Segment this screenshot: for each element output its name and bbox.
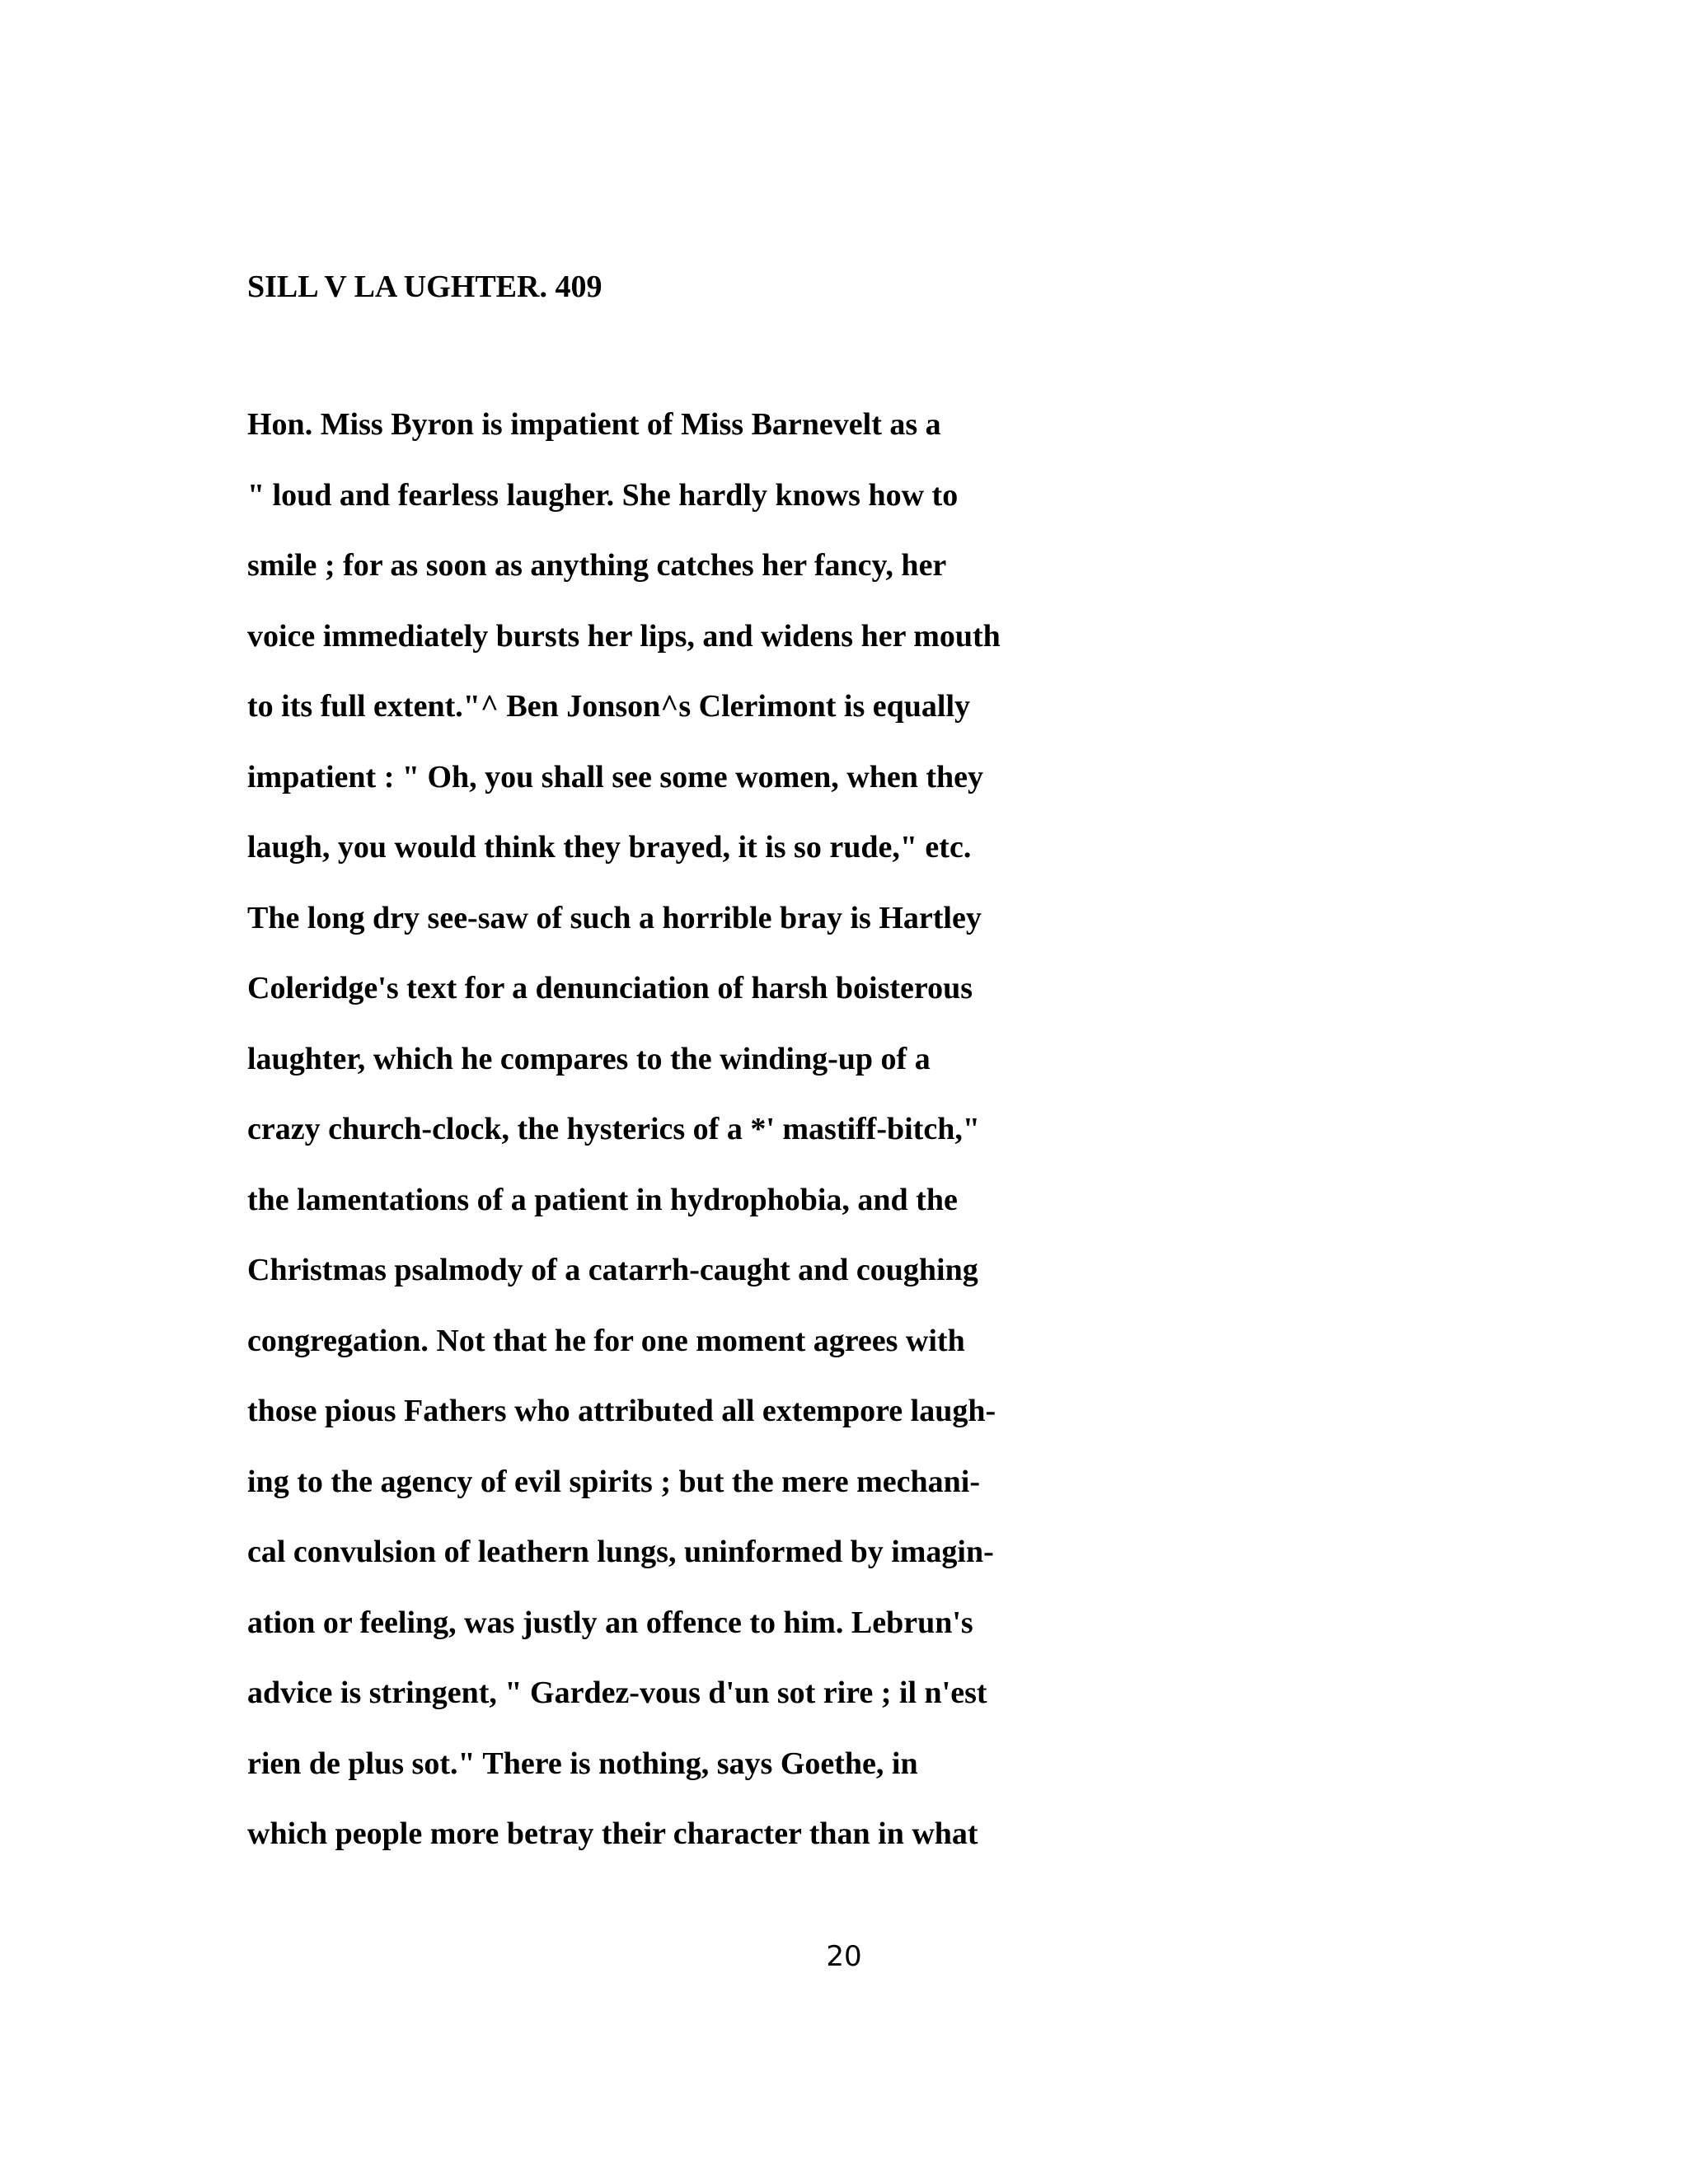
text-line: congregation. Not that he for one moment agrees with (247, 1323, 965, 1358)
text-line: to its full extent."^ Ben Jonson^s Clerimont is equally (247, 689, 971, 724)
text-line: " loud and fearless laugher. She hardly knows how to (247, 477, 959, 513)
text-line: ation or feeling, was justly an offence to him. Lebrun's (247, 1605, 973, 1640)
text-line: cal convulsion of leathern lungs, uninformed by imagin- (247, 1535, 994, 1569)
text-line: ing to the agency of evil spirits ; but the mere mechani- (247, 1464, 981, 1499)
text-line: advice is stringent, " Gardez-vous d'un sot rire ; il n'est (247, 1675, 987, 1710)
page-number: 20 (826, 1940, 862, 1973)
text-line: impatient : " Oh, you shall see some women, when they (247, 759, 983, 794)
text-line: those pious Fathers who attributed all extempore laugh- (247, 1394, 996, 1428)
text-line: crazy church-clock, the hysterics of a *' mastiff-bitch," (247, 1112, 980, 1146)
text-line: voice immediately bursts her lips, and widens her mouth (247, 618, 1001, 654)
text-line: Hon. Miss Byron is impatient of Miss Barnevelt as a (247, 407, 941, 442)
text-line: Christmas psalmody of a catarrh-caught and coughing (247, 1253, 978, 1287)
text-line: Coleridge's text for a denunciation of harsh boisterous (247, 971, 973, 1005)
text-line: rien de plus sot." There is nothing, says Goethe, in (247, 1746, 918, 1781)
text-line: which people more betray their character than in what (247, 1816, 978, 1851)
text-line: The long dry see-saw of such a horrible bray is Hartley (247, 900, 982, 935)
text-line: the lamentations of a patient in hydrophobia, and the (247, 1182, 958, 1217)
body-text (247, 405, 1071, 1885)
text-line: smile ; for as soon as anything catches her fancy, her (247, 548, 947, 583)
text-line: laugh, you would think they brayed, it is so rude," etc. (247, 830, 972, 865)
text-line: laughter, which he compares to the winding-up of a (247, 1041, 931, 1076)
running-head: SILL V LA UGHTER. 409 (247, 269, 603, 304)
